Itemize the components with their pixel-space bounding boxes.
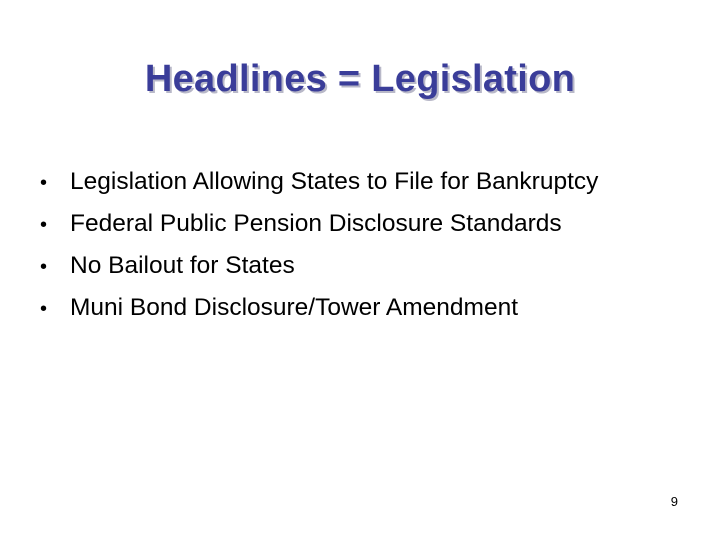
page-number: 9 [670, 494, 678, 509]
bullet-icon: • [40, 172, 48, 194]
slide-title: Headlines = Legislation [144, 58, 576, 100]
bullet-item [40, 210, 598, 252]
bullet-text: Federal Public Pension Disclosure Standards [70, 210, 562, 237]
bullet-icon: • [40, 256, 48, 278]
bullet-item [40, 168, 598, 210]
bullet-icon: • [40, 214, 48, 236]
bullet-text: Muni Bond Disclosure/Tower Amendment [70, 294, 519, 321]
bullet-item [40, 252, 598, 294]
bullet-icon: • [40, 298, 48, 320]
bullet-text: No Bailout for States [70, 252, 295, 279]
bullet-item [40, 294, 598, 336]
bullet-list [40, 168, 598, 336]
bullet-text: Legislation Allowing States to File for Bankruptcy [70, 168, 599, 195]
